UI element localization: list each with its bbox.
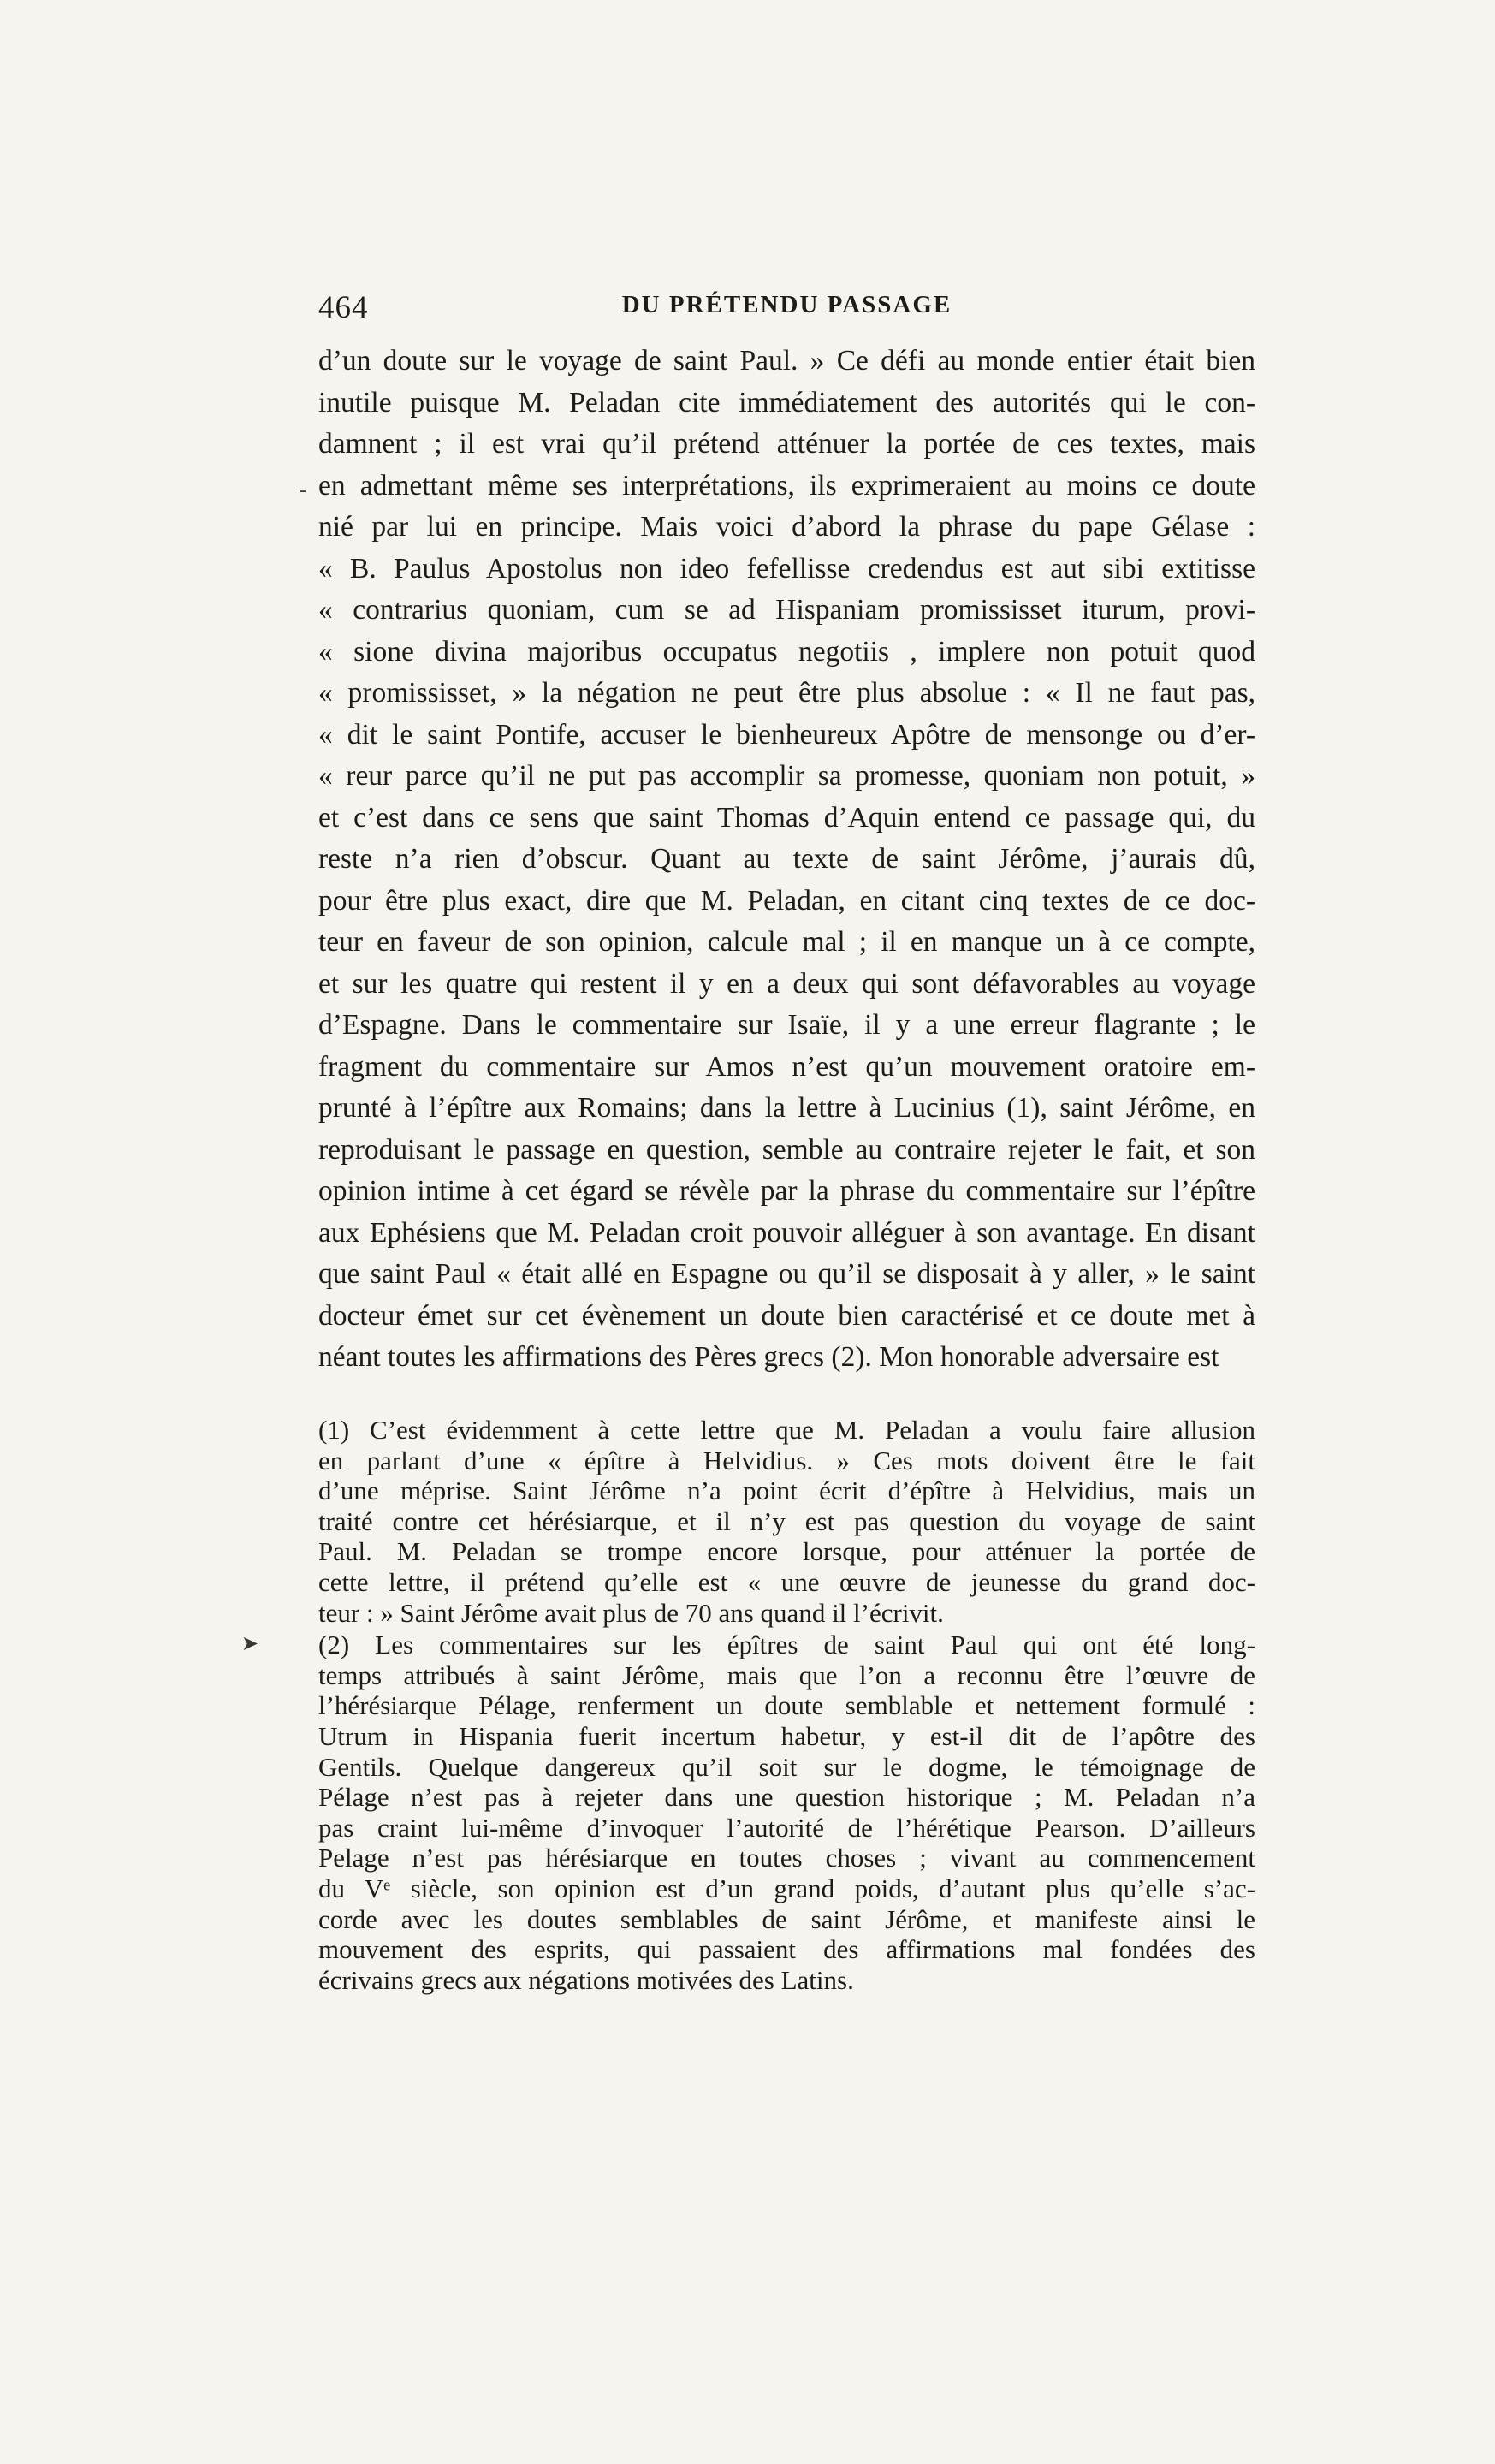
body-line: et sur les quatre qui restent il y en a deux qui sont défavorables au voyage <box>318 967 1255 1000</box>
body-line: prunté à l’épître aux Romains; dans la lettre à Lucinius (1), saint Jérôme, en <box>318 1092 1255 1124</box>
footnote-line: du Vᵉ siècle, son opinion est d’un grand poids, d’autant plus qu’elle s’ac- <box>318 1873 1255 1903</box>
body-line: teur en faveur de son opinion, calcule mal ; il en manque un à ce compte, <box>318 926 1255 958</box>
body-line: inutile puisque M. Peladan cite immédiatement des autorités qui le con- <box>318 386 1255 419</box>
body-line: « contrarius quoniam, cum se ad Hispaniam promississet iturum, provi- <box>318 594 1255 626</box>
body-line: damnent ; il est vrai qu’il prétend atténuer la portée de ces textes, mais <box>318 428 1255 460</box>
body-line: en admettant même ses interprétations, ils exprimeraient au moins ce doute <box>318 469 1255 502</box>
running-head: DU PRÉTENDU PASSAGE <box>621 291 952 318</box>
body-line: « sione divina majoribus occupatus negotiis , implere non potuit quod <box>318 635 1255 668</box>
footnote-1 <box>318 1415 1255 1628</box>
footnote-line: Pelage n’est pas hérésiarque en toutes choses ; vivant au commencement <box>318 1843 1255 1873</box>
body-line: pour être plus exact, dire que M. Peladan, en citant cinq textes de ce doc- <box>318 884 1255 917</box>
body-line: néant toutes les affirmations des Pères grecs (2). Mon honorable adversaire est <box>318 1341 1219 1373</box>
body-line: « B. Paulus Apostolus non ideo fefellisse credendus est aut sibi extitisse <box>318 552 1255 585</box>
page-header <box>318 289 1255 327</box>
margin-arrow-mark: ➤ <box>241 1633 259 1655</box>
body-line: nié par lui en principe. Mais voici d’abord la phrase du pape Gélase : <box>318 511 1255 543</box>
footnote-line: corde avec les doutes semblables de saint Jérôme, et manifeste ainsi le <box>318 1903 1255 1934</box>
footnote-line: Utrum in Hispania fuerit incertum habetur, y est-il dit de l’apôtre des <box>318 1720 1255 1751</box>
footnote-line: (1) C’est évidemment à cette lettre que M. Peladan a voulu faire allusion <box>318 1415 1255 1445</box>
body-line: aux Ephésiens que M. Peladan croit pouvoir alléguer à son avantage. En disant <box>318 1216 1255 1249</box>
body-line: « dit le saint Pontife, accuser le bienheureux Apôtre de mensonge ou d’er- <box>318 718 1255 751</box>
body-line: reste n’a rien d’obscur. Quant au texte de saint Jérôme, j’aurais dû, <box>318 843 1255 875</box>
footnote-line: cette lettre, il prétend qu’elle est « une œuvre de jeunesse du grand doc- <box>318 1566 1255 1597</box>
margin-dash-mark: - <box>300 479 306 502</box>
footnote-line: temps attribués à saint Jérôme, mais que l’on a reconnu être l’œuvre de <box>318 1659 1255 1690</box>
body-line: d’un doute sur le voyage de saint Paul. » Ce défi au monde entier était bien <box>318 345 1255 377</box>
body-line: « reur parce qu’il ne put pas accomplir sa promesse, quoniam non potuit, » <box>318 760 1255 792</box>
footnote-line: (2) Les commentaires sur les épîtres de saint Paul qui ont été long- <box>318 1630 1255 1660</box>
footnote-line: écrivains grecs aux négations motivées des Latins. <box>318 1964 854 1995</box>
footnote-line: Gentils. Quelque dangereux qu’il soit sur le dogme, le témoignage de <box>318 1751 1255 1782</box>
footnote-line: d’une méprise. Saint Jérôme n’a point écrit d’épître à Helvidius, mais un <box>318 1475 1255 1506</box>
body-line: reproduisant le passage en question, semble au contraire rejeter le fait, et son <box>318 1133 1255 1166</box>
body-text <box>318 341 1255 1379</box>
footnote-line: Paul. M. Peladan se trompe encore lorsque, pour atténuer la portée de <box>318 1536 1255 1567</box>
footnote-line: en parlant d’une « épître à Helvidius. » Ces mots doivent être le fait <box>318 1445 1255 1475</box>
body-line: d’Espagne. Dans le commentaire sur Isaïe, il y a une erreur flagrante ; le <box>318 1009 1255 1041</box>
footnotes <box>318 1415 1255 1995</box>
footnote-2 <box>318 1630 1255 1995</box>
footnote-line: teur : » Saint Jérôme avait plus de 70 ans quand il l’écrivit. <box>318 1597 944 1628</box>
footnote-line: mouvement des esprits, qui passaient des affirmations mal fondées des <box>318 1934 1255 1965</box>
footnote-line: pas craint lui-même d’invoquer l’autorité de l’hérétique Pearson. D’ailleurs <box>318 1812 1255 1843</box>
body-line: que saint Paul « était allé en Espagne ou qu’il se disposait à y aller, » le saint <box>318 1258 1255 1290</box>
body-line: docteur émet sur cet évènement un doute bien caractérisé et ce doute met à <box>318 1299 1255 1332</box>
footnote-line: l’hérésiarque Pélage, renferment un doute semblable et nettement formulé : <box>318 1690 1255 1721</box>
body-line: opinion intime à cet égard se révèle par la phrase du commentaire sur l’épître <box>318 1175 1255 1207</box>
footnote-line: traité contre cet hérésiarque, et il n’y est pas question du voyage de saint <box>318 1505 1255 1536</box>
body-line: « promississet, » la négation ne peut être plus absolue : « Il ne faut pas, <box>318 677 1255 709</box>
footnote-line: Pélage n’est pas à rejeter dans une question historique ; M. Peladan n’a <box>318 1782 1255 1813</box>
body-line: et c’est dans ce sens que saint Thomas d’Aquin entend ce passage qui, du <box>318 801 1255 834</box>
body-line: fragment du commentaire sur Amos n’est qu’un mouvement oratoire em- <box>318 1050 1255 1083</box>
page-number: 464 <box>318 290 369 325</box>
